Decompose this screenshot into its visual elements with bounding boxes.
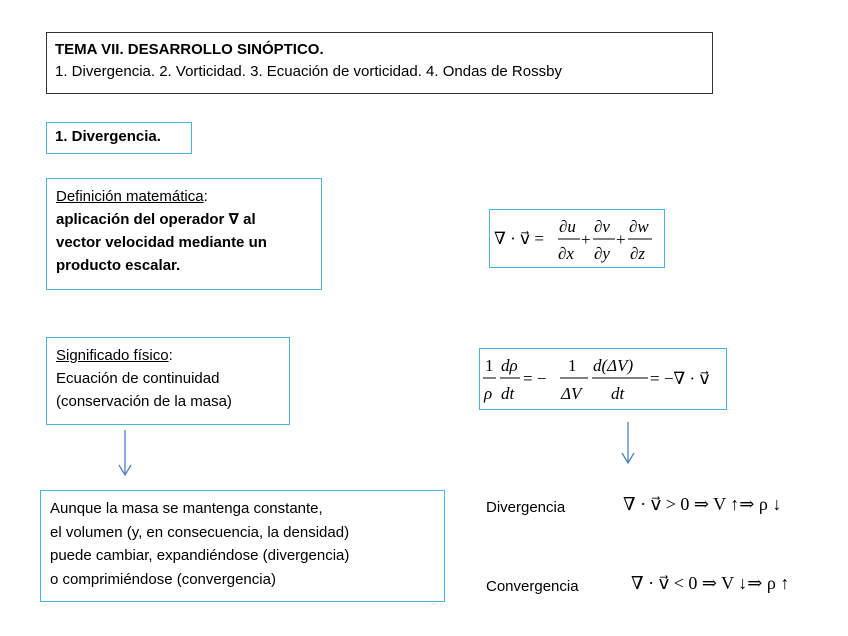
definition-heading-suffix: :	[203, 188, 208, 205]
explanation-line-1: Aunque la masa se mantenga constante,	[50, 500, 323, 517]
eq1-plus-1: +	[581, 230, 591, 249]
convergence-label: Convergencia	[486, 578, 579, 595]
title-box	[46, 32, 713, 94]
divergence-equation	[490, 210, 664, 267]
definition-line-2: vector velocidad mediante un	[56, 234, 267, 251]
definition-heading: Definición matemática	[56, 188, 204, 205]
meaning-line-2: (conservación de la masa)	[56, 393, 232, 410]
eq2-rho: ρ	[484, 384, 493, 403]
continuity-equation	[480, 349, 726, 409]
eq1-du: ∂u	[559, 217, 576, 236]
divergence-condition: ∇ · v⃗ > 0 ⇒ V ↑⇒ ρ ↓	[623, 494, 782, 514]
divergence-label: Divergencia	[486, 499, 566, 516]
eq2-one: 1	[485, 356, 494, 375]
eq2-rhs: = −∇ · v⃗	[650, 369, 710, 388]
eq1-dv: ∂v	[594, 217, 610, 236]
definition-line-3: producto escalar.	[56, 257, 181, 274]
eq2-minus-eq: = −	[523, 369, 547, 388]
explanation-box	[40, 490, 445, 602]
eq2-deltaV: ΔV	[561, 384, 582, 403]
definition-line-1: aplicación del operador ∇ al	[56, 211, 256, 228]
arrow-down-right-icon	[621, 422, 635, 466]
explanation-line-3: puede cambiar, expandiéndose (divergencia)	[50, 547, 350, 564]
eq1-dz: ∂z	[630, 244, 646, 263]
eq2-one-b: 1	[568, 356, 577, 375]
page-subtitle: 1. Divergencia. 2. Vorticidad. 3. Ecuación de vorticidad. 4. Ondas de Rossby	[55, 63, 562, 80]
explanation-line-2: el volumen (y, en consecuencia, la densidad)	[50, 523, 350, 541]
eq1-dx: ∂x	[558, 244, 574, 263]
eq1-dw: ∂w	[629, 217, 649, 236]
section-heading: 1. Divergencia.	[46, 122, 192, 154]
continuity-equation-box	[479, 348, 727, 410]
eq2-dt-1: dt	[501, 384, 515, 403]
page-title: TEMA VII. DESARROLLO SINÓPTICO.	[55, 41, 324, 58]
meaning-line-1: Ecuación de continuidad	[56, 370, 220, 387]
meaning-heading-line	[56, 344, 280, 367]
meaning-heading-suffix: :	[168, 347, 173, 364]
eq1-plus-2: +	[616, 230, 626, 249]
meaning-box	[46, 337, 290, 425]
explanation-line-4: o comprimiéndose (convergencia)	[50, 570, 276, 588]
arrow-down-left-icon	[118, 430, 132, 478]
definition-heading-line	[56, 185, 312, 208]
convergence-condition: ∇ · v⃗ < 0 ⇒ V ↓⇒ ρ ↑	[631, 573, 790, 593]
definition-box	[46, 178, 322, 290]
eq1-dy: ∂y	[594, 244, 610, 263]
eq2-d-deltaV: d(ΔV)	[593, 356, 634, 375]
meaning-heading: Significado físico	[56, 347, 169, 364]
divergence-equation-box	[489, 209, 665, 268]
eq1-lhs: ∇ · v⃗ =	[494, 229, 544, 248]
eq2-drho: dρ	[501, 356, 518, 375]
eq2-dt-2: dt	[611, 384, 625, 403]
